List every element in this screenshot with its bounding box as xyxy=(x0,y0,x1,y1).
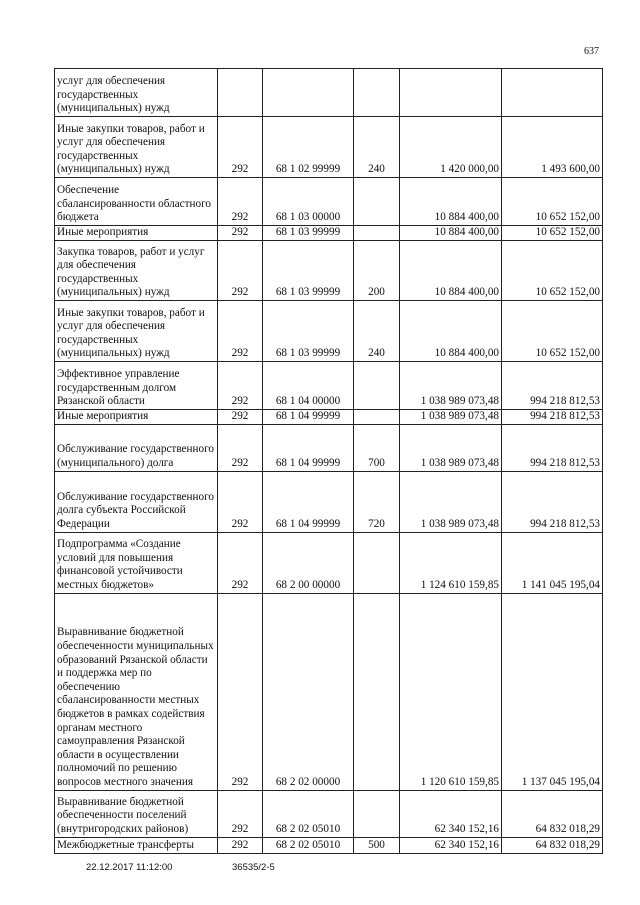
row-sum-2019-cell: 10 652 152,00 xyxy=(502,178,603,226)
row-target-article-cell: 68 2 00 00000 xyxy=(263,532,354,593)
row-admin-code-cell: 292 xyxy=(218,424,263,471)
row-name-cell: услуг для обеспечения государственных (муниципальных) нужд xyxy=(55,69,218,117)
row-admin-code-cell: 292 xyxy=(218,471,263,532)
row-admin-code-cell: 292 xyxy=(218,301,263,362)
row-admin-code-cell: 292 xyxy=(218,532,263,593)
row-sum-2019-cell: 10 652 152,00 xyxy=(502,226,603,241)
row-sum-2019-cell: 10 652 152,00 xyxy=(502,301,603,362)
row-sum-2019-cell: 10 652 152,00 xyxy=(502,241,603,301)
row-expense-type-cell xyxy=(354,362,400,410)
row-target-article-cell: 68 2 02 05010 xyxy=(263,837,354,853)
row-target-article-cell: 68 1 04 00000 xyxy=(263,362,354,410)
row-name-cell: Выравнивание бюджетной обеспеченности поселений (внутригородских районов) xyxy=(55,790,218,837)
row-admin-code-cell: 292 xyxy=(218,117,263,178)
row-admin-code-cell: 292 xyxy=(218,178,263,226)
row-name-cell: Закупка товаров, работ и услуг для обеспечения государственных (муниципальных) нужд xyxy=(55,241,218,301)
row-target-article-cell: 68 1 04 99999 xyxy=(263,471,354,532)
row-expense-type-cell xyxy=(354,69,400,117)
row-sum-2019-cell: 1 141 045 195,04 xyxy=(502,532,603,593)
row-target-article-cell: 68 1 04 99999 xyxy=(263,410,354,425)
table-row xyxy=(55,471,603,532)
row-name-cell: Иные мероприятия xyxy=(55,410,218,425)
row-sum-2018-cell: 10 884 400,00 xyxy=(400,226,502,241)
row-expense-type-cell: 700 xyxy=(354,424,400,471)
table-row xyxy=(55,790,603,837)
row-target-article-cell: 68 1 03 99999 xyxy=(263,226,354,241)
row-target-article-cell xyxy=(263,69,354,117)
table-row xyxy=(55,362,603,410)
budget-table-body xyxy=(55,69,603,854)
row-expense-type-cell: 500 xyxy=(354,837,400,853)
row-target-article-cell: 68 2 02 05010 xyxy=(263,790,354,837)
row-admin-code-cell: 292 xyxy=(218,362,263,410)
row-name-cell: Обеспечение сбалансированности областного бюджета xyxy=(55,178,218,226)
row-sum-2019-cell xyxy=(502,69,603,117)
row-target-article-cell: 68 2 02 00000 xyxy=(263,593,354,790)
footer-doc-code: 36535/2-5 xyxy=(232,862,275,873)
row-admin-code-cell: 292 xyxy=(218,410,263,425)
table-row xyxy=(55,424,603,471)
row-sum-2019-cell: 64 832 018,29 xyxy=(502,790,603,837)
row-admin-code-cell: 292 xyxy=(218,837,263,853)
table-row xyxy=(55,69,603,117)
row-sum-2018-cell: 1 120 610 159,85 xyxy=(400,593,502,790)
table-row xyxy=(55,117,603,178)
row-sum-2019-cell: 994 218 812,53 xyxy=(502,410,603,425)
row-expense-type-cell: 200 xyxy=(354,241,400,301)
row-admin-code-cell: 292 xyxy=(218,226,263,241)
row-name-cell: Подпрограмма «Создание условий для повышения финансовой устойчивости местных бюджетов» xyxy=(55,532,218,593)
row-expense-type-cell xyxy=(354,790,400,837)
row-name-cell: Выравнивание бюджетной обеспеченности муниципальных образований Рязанской области и поддержка мер по обеспечению сбалансированности местных бюджетов в рамках содействия органам местного самоуправления Рязанской области в осуществлении полномочий по решению вопросов местного значения xyxy=(55,593,218,790)
row-expense-type-cell xyxy=(354,178,400,226)
row-target-article-cell: 68 1 03 99999 xyxy=(263,241,354,301)
row-expense-type-cell: 240 xyxy=(354,117,400,178)
table-row xyxy=(55,532,603,593)
row-sum-2019-cell: 1 137 045 195,04 xyxy=(502,593,603,790)
row-name-cell: Иные закупки товаров, работ и услуг для обеспечения государственных (муниципальных) нужд xyxy=(55,301,218,362)
table-row xyxy=(55,226,603,241)
row-expense-type-cell xyxy=(354,226,400,241)
row-sum-2019-cell: 994 218 812,53 xyxy=(502,424,603,471)
row-sum-2018-cell: 10 884 400,00 xyxy=(400,241,502,301)
row-sum-2018-cell: 1 038 989 073,48 xyxy=(400,410,502,425)
table-row xyxy=(55,178,603,226)
row-sum-2019-cell: 64 832 018,29 xyxy=(502,837,603,853)
row-sum-2019-cell: 994 218 812,53 xyxy=(502,471,603,532)
row-admin-code-cell: 292 xyxy=(218,790,263,837)
row-sum-2018-cell: 1 038 989 073,48 xyxy=(400,424,502,471)
table-row xyxy=(55,410,603,425)
budget-table xyxy=(54,68,603,854)
row-sum-2018-cell: 62 340 152,16 xyxy=(400,837,502,853)
row-sum-2018-cell xyxy=(400,69,502,117)
row-target-article-cell: 68 1 03 00000 xyxy=(263,178,354,226)
row-sum-2018-cell: 1 420 000,00 xyxy=(400,117,502,178)
row-expense-type-cell: 720 xyxy=(354,471,400,532)
table-row xyxy=(55,593,603,790)
row-sum-2018-cell: 1 124 610 159,85 xyxy=(400,532,502,593)
page-number: 637 xyxy=(584,46,599,57)
row-sum-2019-cell: 994 218 812,53 xyxy=(502,362,603,410)
row-expense-type-cell xyxy=(354,532,400,593)
row-name-cell: Обслуживание государственного (муниципального) долга xyxy=(55,424,218,471)
row-admin-code-cell: 292 xyxy=(218,241,263,301)
row-name-cell: Иные мероприятия xyxy=(55,226,218,241)
row-target-article-cell: 68 1 03 99999 xyxy=(263,301,354,362)
row-sum-2018-cell: 62 340 152,16 xyxy=(400,790,502,837)
table-row xyxy=(55,241,603,301)
row-admin-code-cell: 292 xyxy=(218,593,263,790)
row-sum-2018-cell: 10 884 400,00 xyxy=(400,301,502,362)
row-name-cell: Иные закупки товаров, работ и услуг для обеспечения государственных (муниципальных) нужд xyxy=(55,117,218,178)
row-sum-2018-cell: 1 038 989 073,48 xyxy=(400,362,502,410)
row-target-article-cell: 68 1 02 99999 xyxy=(263,117,354,178)
table-row xyxy=(55,301,603,362)
row-sum-2018-cell: 10 884 400,00 xyxy=(400,178,502,226)
row-name-cell: Обслуживание государственного долга субъекта Российской Федерации xyxy=(55,471,218,532)
row-name-cell: Межбюджетные трансферты xyxy=(55,837,218,853)
row-expense-type-cell: 240 xyxy=(354,301,400,362)
row-expense-type-cell xyxy=(354,593,400,790)
row-sum-2019-cell: 1 493 600,00 xyxy=(502,117,603,178)
row-name-cell: Эффективное управление государственным долгом Рязанской области xyxy=(55,362,218,410)
row-admin-code-cell xyxy=(218,69,263,117)
table-row xyxy=(55,837,603,853)
row-sum-2018-cell: 1 038 989 073,48 xyxy=(400,471,502,532)
row-expense-type-cell xyxy=(354,410,400,425)
footer-datetime: 22.12.2017 11:12:00 xyxy=(86,862,173,873)
row-target-article-cell: 68 1 04 99999 xyxy=(263,424,354,471)
